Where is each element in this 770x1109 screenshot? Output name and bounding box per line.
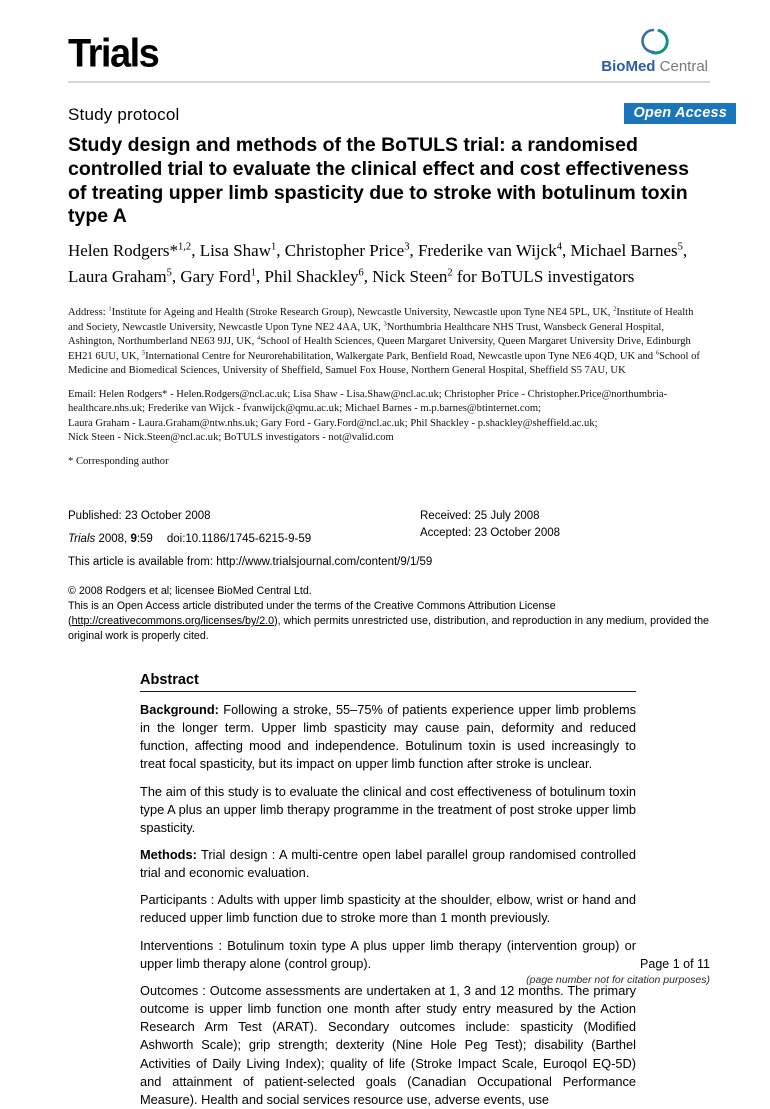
citation-note: (page number not for citation purposes) (526, 974, 710, 986)
biomed-central-logo (601, 26, 710, 74)
citation-year: 2008, (95, 533, 131, 546)
abstract-section (140, 672, 636, 1109)
biomed-central-wordmark (601, 59, 708, 74)
received-date: Received: 25 July 2008 (420, 510, 540, 523)
copyright-license: This is an Open Access article distributed under the terms of the Creative Commons Attribution License (http://creativecommons.org/licenses/by/2.0), which permits unrestricted use, distribution, and reproduction in any medium, provided the original work is properly cited. (68, 599, 709, 642)
address-line: Address: $^1$Institute for Ageing and Health (Stroke Research Group), Newcastle University, Newcastle upon Tyne NE4 5PL, UK, $^2$Institute of Health and Society, Newcastle University, Newcastle Upon Tyne NE2 4AA, UK, $^3$Northumbria Healthcare NHS Trust, Wansbeck General Hospital, Ashington, Northumberland NE63 9JJ, UK, $^4$School of Health Sciences, Queen Margaret University, Queen Margaret University Drive, Edinburgh EH21 6UU, UK, $^5$International Centre for Neurorehabilitation, Walkergate Park, Benfield Road, Newcastle upon Tyne NE6 4QD, UK and $^6$School of Medicine and Biomedical Sciences, University of Sheffield, Samuel Fox House, Northern General Hospital, Sheffield S5 7AU, UK (68, 305, 700, 377)
abstract-paragraph: Outcomes : Outcome assessments are undertaken at 1, 3 and 12 months. The primary outcome is upper limb function one month after study entry measured by the Action Research Arm Test (ARAT). Secondary outcomes include: spasticity (Modified Ashworth Scale); grip strength; dexterity (Nine Hole Peg Test); disability (Barthel Activities of Daily Living Index); quality of life (Stroke Impact Scale, Euroqol EQ-5D) and attainment of patient-selected goals (Canadian Occupational Performance Measure). Health and social services resource use, adverse events, use (140, 982, 636, 1107)
article-type-label: Study protocol (68, 105, 180, 124)
biomed-central-arcs-icon (636, 26, 674, 58)
page-header (68, 0, 710, 77)
citation-line (68, 532, 710, 547)
citation-journal: Trials (68, 533, 96, 546)
corresponding-author-note: * Corresponding author (68, 455, 169, 467)
abstract-heading: Abstract (140, 672, 636, 692)
copyright-block (68, 584, 716, 644)
accepted-date: Accepted: 23 October 2008 (420, 527, 561, 540)
publication-meta-right (420, 509, 560, 543)
publication-meta (68, 509, 710, 570)
copyright-line: © 2008 Rodgers et al; licensee BioMed Central Ltd. (68, 584, 312, 597)
abstract-paragraphs (140, 701, 636, 1109)
journal-logo: Trials (68, 32, 159, 77)
cc-license-link[interactable]: http://creativecommons.org/licenses/by/2.0 (71, 614, 275, 627)
abstract-paragraph: Participants : Adults with upper limb spasticity at the shoulder, elbow, wrist or hand and reduced upper limb function due to stroke more than 1 month previously. (140, 892, 636, 926)
header-divider (68, 81, 710, 83)
biomed-word: BioMed (601, 58, 656, 75)
authors: Helen Rodgers*$^{1,2}$, Lisa Shaw$^1$, Christopher Price$^3$, Frederike van Wijck$^4$, Michael Barnes$^5$, Laura Graham$^5$, Gary Ford$^1$, Phil Shackley$^6$, Nick Steen$^2$ for BoTULS investigators (68, 241, 688, 286)
citation-volume: 9 (130, 533, 137, 546)
article-meta-row (68, 105, 727, 129)
publication-meta-left (68, 509, 710, 570)
open-access-badge[interactable]: Open Access (624, 103, 736, 124)
abstract-paragraph: Background: Following a stroke, 55–75% of patients experience upper limb problems in the longer term. Upper limb spasticity may cause pain, deformity and reduced function, affecting mood and independence. Botulinum toxin is used increasingly to treat focal spasticity, but its impact on upper limb function after stroke is unclear. (140, 701, 636, 772)
abstract-paragraph: The aim of this study is to evaluate the clinical and cost effectiveness of botulinum toxin type A plus an upper limb therapy programme in the treatment of post stroke upper limb spasticity. (140, 783, 636, 835)
citation-doi: doi:10.1186/1745-6215-9-59 (166, 533, 312, 546)
published-date: Published: 23 October 2008 (68, 510, 211, 523)
email-block: Email: Helen Rodgers* - Helen.Rodgers@ncl.ac.uk; Lisa Shaw - Lisa.Shaw@ncl.ac.uk; Christopher Price - Christopher.Price@northumbria- healthcare.nhs.uk; Frederike van Wijck - fvanwijck@qmu.ac.uk; Michael Barnes - m.p.barnes@btinternet.com; Laura Graham - Laura.Graham@ntw.nhs.uk; Gary Ford - Gary.Ford@ncl.ac.uk; Phil Shackley - p.shackley@sheffield.ac.uk; Nick Steen - Nick.Steen@ncl.ac.uk; BoTULS investigators - not@valid.com (68, 388, 668, 444)
available-from-line[interactable]: This article is available from: http://www.trialsjournal.com/content/9/1/59 (68, 556, 433, 568)
central-word: Central (659, 58, 708, 75)
page-footer (526, 957, 710, 986)
abstract-paragraph: Methods: Trial design : A multi-centre open label parallel group randomised controlled trial and economic evaluation. (140, 846, 636, 881)
page-number: Page 1 of 11 (640, 957, 710, 971)
abstract-paragraph: Interventions : Botulinum toxin type A plus upper limb therapy (intervention group) or upper limb therapy alone (control group). (140, 937, 636, 971)
citation-issue: :59 (136, 533, 153, 546)
article-title: Study design and methods of the BoTULS trial: a randomised controlled trial to evaluate the clinical effect and cost effectiveness of treating upper limb spasticity due to stroke with botulinum toxin type A (68, 134, 689, 228)
